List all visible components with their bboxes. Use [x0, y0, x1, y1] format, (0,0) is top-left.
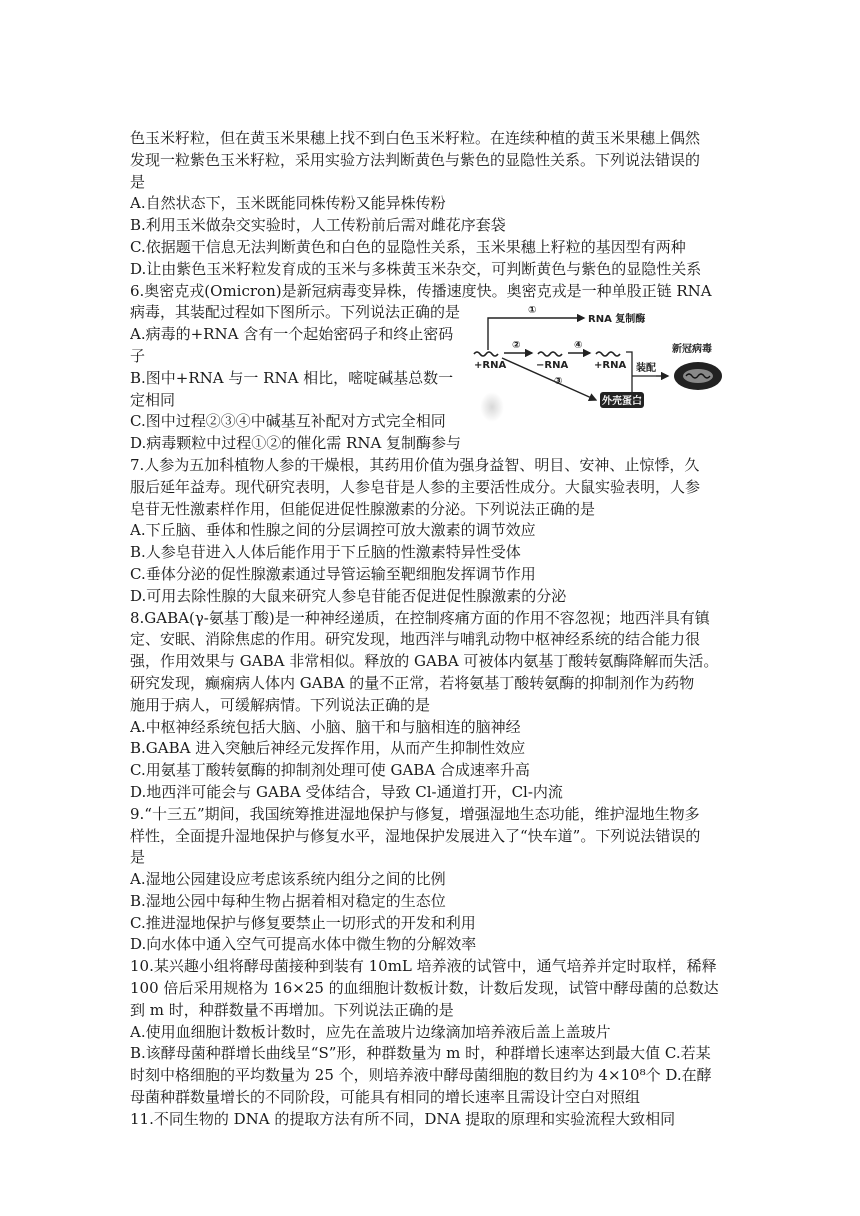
text-line: 研究发现，癫痫病人体内 GABA 的量不正常，若将氨基丁酸转氨酶的抑制剂作为药物 [130, 673, 695, 692]
option-d: D.可用去除性腺的大鼠来研究人参皂苷能否促进促性腺激素的分泌 [130, 586, 567, 605]
text-line: 8.GABA(γ-氨基丁酸)是一种神经递质，在控制疼痛方面的作用不容忽视；地西泮具有镇 [130, 608, 710, 627]
text-line: 100 倍后采用规格为 16×25 的血细胞计数板计数，计数后发现，试管中酵母菌的总数达 [130, 979, 719, 998]
option-d: D.地西泮可能会与 GABA 受体结合，导致 Cl-通道打开，Cl-内流 [130, 782, 563, 801]
option-b: B.人参皂苷进入人体后能作用于下丘脑的性激素特异性受体 [130, 543, 521, 562]
document-page [130, 128, 732, 1131]
text-line: 7.人参为五加科植物人参的干燥根，其药用价值为强身益智、明目、安神、止惊悸，久 [130, 455, 700, 474]
plus-rna-wave [474, 352, 498, 356]
text-line: 定、安眠、消除焦虑的作用。研究发现，地西泮与哺乳动物中枢神经系统的结合能力很 [130, 630, 701, 649]
virus-assembly-diagram [472, 300, 734, 418]
assembly-flow-svg [472, 300, 734, 418]
text-line: B.该酵母菌种群增长曲线呈“S”形，种群数量为 m 时，种群增长速率达到最大值 C.若某 [130, 1044, 711, 1063]
option-a: A.自然状态下，玉米既能同株传粉又能异株传粉 [130, 194, 446, 213]
step-2-label: ② [512, 340, 521, 351]
step-3-label: ③ [554, 376, 563, 387]
text-line: 9.“十三五”期间，我国统筹推进湿地保护与修复，增强湿地生态功能，维护湿地生物多 [130, 804, 700, 823]
option-c: C.图中过程②③④中碱基互补配对方式完全相同 [130, 412, 446, 431]
arrow-line [488, 318, 582, 350]
option-a: A.病毒的+RNA 含有一个起始密码子和终止密码子 [130, 325, 454, 365]
questions-7-to-11 [130, 455, 732, 1131]
text-line: 10.某兴趣小组将酵母菌接种到装有 10mL 培养液的试管中，通气培养并定时取样，稀释 [130, 957, 717, 976]
option-d: D.让由紫色玉米籽粒发育成的玉米与多株黄玉米杂交，可判断黄色与紫色的显隐性关系 [130, 259, 702, 278]
option-a: A.下丘脑、垂体和性腺之间的分层调控可放大激素的调节效应 [130, 521, 536, 540]
option-a: A.中枢神经系统包括大脑、小脑、脑干和与脑相连的脑神经 [130, 717, 521, 736]
text-line: 强，作用效果与 GABA 非常相似。释放的 GABA 可被体内氨基丁酸转氨酶降解而失活。 [130, 652, 719, 671]
text-line: 皂苷无性激素样作用，但能促进促性腺激素的分泌。下列说法正确的是 [130, 499, 596, 518]
text-line: 到 m 时，种群数量不再增加。下列说法正确的是 [130, 1000, 454, 1019]
step-4-label: ④ [574, 340, 583, 351]
option-a: A.使用血细胞计数板计数时，应先在盖玻片边缘滴加培养液后盖上盖玻片 [130, 1022, 611, 1041]
text-line: 服后延年益寿。现代研究表明，人参皂苷是人参的主要活性成分。大鼠实验表明，人参 [130, 477, 701, 496]
option-c: C.用氨基丁酸转氨酶的抑制剂处理可使 GABA 合成速率升高 [130, 761, 530, 780]
option-b: B.湿地公园中每种生物占据着相对稳定的生态位 [130, 891, 446, 910]
text-line: 11.不同生物的 DNA 的提取方法有所不同，DNA 提取的原理和实验流程大致相同 [130, 1109, 676, 1128]
text-line: 是 [130, 172, 146, 191]
rna-replicase-label: RNA 复制酶 [588, 314, 646, 325]
option-c: C.依据题干信息无法判断黄色和白色的显隐性关系，玉米果穗上籽粒的基因型有两种 [130, 237, 686, 256]
text-line: 发现一粒紫色玉米籽粒，采用实验方法判断黄色与紫色的显隐性关系。下列说法错误的 [130, 150, 701, 169]
capsid-label: 外壳蛋白 [602, 396, 642, 407]
option-d: D.向水体中通入空气可提高水体中微生物的分解效率 [130, 935, 477, 954]
text-line: 施用于病人，可缓解病情。下列说法正确的是 [130, 695, 431, 714]
question-6-stem: 病毒，其装配过程如下图所示。下列说法正确的是 [130, 303, 461, 322]
plus-rna-label-2: +RNA [594, 360, 627, 371]
scan-smudge [480, 392, 504, 422]
question-6-stem: 6.奥密克戎(Omicron)是新冠病毒变异株，传播速度快。奥密克戎是一种单股正链 RNA [130, 281, 712, 300]
text-line: 时刻中格细胞的平均数量为 25 个，则培养液中酵母菌细胞的数目约为 4×10⁸个 D.在酵 [130, 1066, 712, 1085]
minus-rna-wave [538, 352, 562, 356]
option-d: D.病毒颗粒中过程①②的催化需 RNA 复制酶参与 [130, 434, 462, 453]
option-b: B.GABA 进入突触后神经元发挥作用，从而产生抑制性效应 [130, 739, 526, 758]
assembly-label: 装配 [636, 363, 656, 374]
option-a: A.湿地公园建设应考虑该系统内组分之间的比例 [130, 870, 446, 889]
text-line: 色玉米籽粒，但在黄玉米果穗上找不到白色玉米籽粒。在连续种植的黄玉米果穗上偶然 [130, 129, 701, 147]
option-c: C.推进湿地保护与修复要禁止一切形式的开发和利用 [130, 913, 476, 932]
option-b: B.利用玉米做杂交实验时，人工传粉前后需对雌花序套袋 [130, 216, 506, 235]
text-line: 母菌种群数量增长的不同阶段，可能具有相同的增长速率且需设计空白对照组 [130, 1088, 641, 1107]
step-1-label: ① [528, 305, 537, 316]
option-b: B.图中+RNA 与一 RNA 相比，嘧啶碱基总数一定相同 [130, 368, 454, 409]
virus-label: 新冠病毒 [672, 344, 712, 355]
plus-rna-label: +RNA [474, 360, 507, 371]
text-line: 是 [130, 848, 146, 867]
minus-rna-label: −RNA [536, 360, 569, 371]
question-5-stem [130, 128, 732, 281]
option-c: C.垂体分泌的促性腺激素通过导管运输至靶细胞发挥调节作用 [130, 564, 536, 583]
text-line: 样性，全面提升湿地保护与修复水平，湿地保护发展进入了“快车道”。下列说法错误的 [130, 826, 701, 845]
plus-rna-wave-2 [596, 352, 620, 356]
